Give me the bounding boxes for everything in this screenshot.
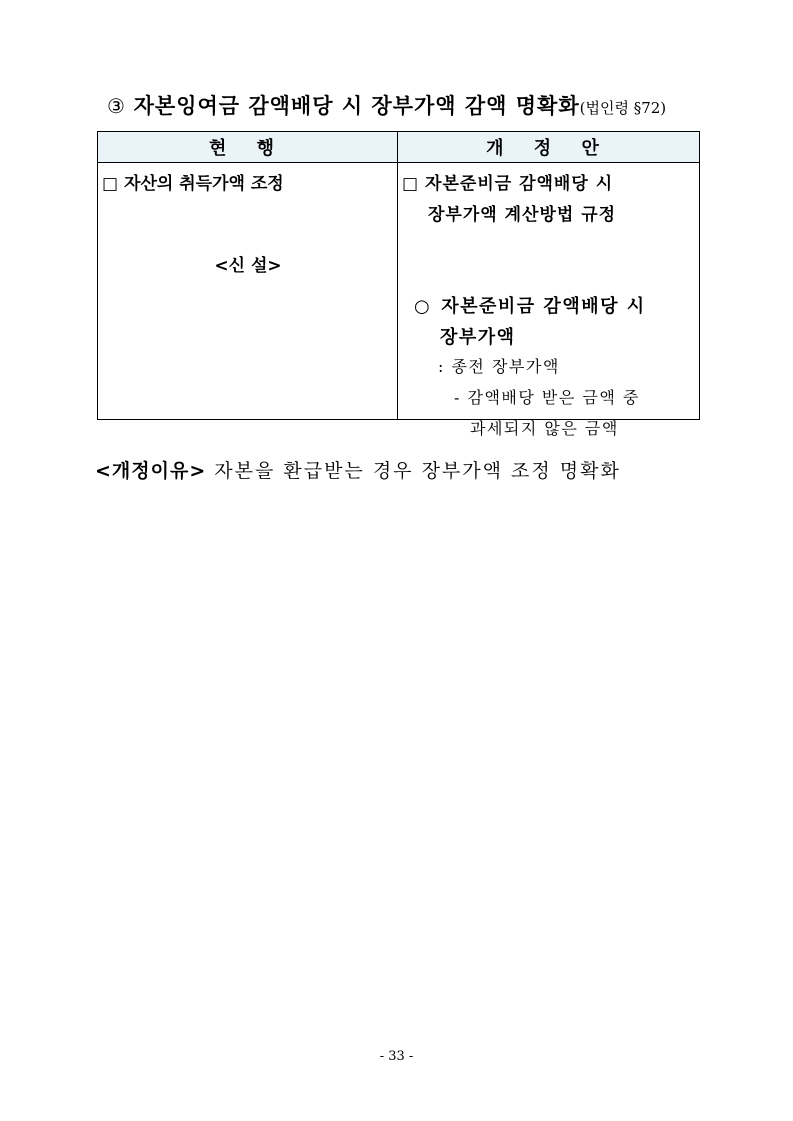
proposed-item-line1: 자본준비금 감액배당 시: [425, 174, 614, 194]
proposed-item: [402, 169, 616, 231]
table-header-row: [98, 132, 700, 163]
header-current: 현 행: [98, 132, 398, 163]
section-heading: [107, 90, 666, 120]
revision-reason: [95, 456, 621, 483]
detail-line3: 과세되지 않은 금액: [470, 419, 619, 438]
section-title: 자본잉여금 감액배당 시 장부가액 감액 명확화: [133, 94, 580, 118]
comparison-table: [97, 131, 700, 438]
new-provision-marker: <신 설>: [214, 256, 282, 276]
proposed-subitem-line1: 자본준비금 감액배당 시: [441, 296, 646, 317]
section-number: ③: [107, 94, 126, 118]
proposed-subitem: [414, 291, 646, 353]
checkbox-symbol: □: [402, 174, 420, 194]
detail-line1: : 종전 장부가액: [438, 357, 560, 376]
current-cell: [98, 163, 398, 420]
proposed-detail: [438, 351, 640, 444]
detail-line2: - 감액배당 받은 금액 중: [454, 388, 640, 407]
current-item-label: 자산의 취득가액 조정: [124, 174, 284, 194]
table-row: [98, 163, 700, 420]
proposed-item-line2: 장부가액 계산방법 규정: [428, 205, 617, 225]
legal-reference: (법인령 §72): [579, 99, 667, 117]
reason-label: <개정이유>: [95, 460, 207, 482]
header-proposed: 개 정 안: [398, 132, 700, 163]
reason-text: 자본을 환급받는 경우 장부가액 조정 명확화: [214, 460, 621, 482]
proposed-subitem-line2: 장부가액: [440, 327, 516, 348]
page-number: - 33 -: [379, 1049, 414, 1064]
current-item: [102, 169, 284, 199]
checkbox-symbol: □: [102, 174, 119, 194]
circle-bullet-icon: ○: [414, 296, 432, 317]
proposed-cell: [398, 163, 700, 438]
